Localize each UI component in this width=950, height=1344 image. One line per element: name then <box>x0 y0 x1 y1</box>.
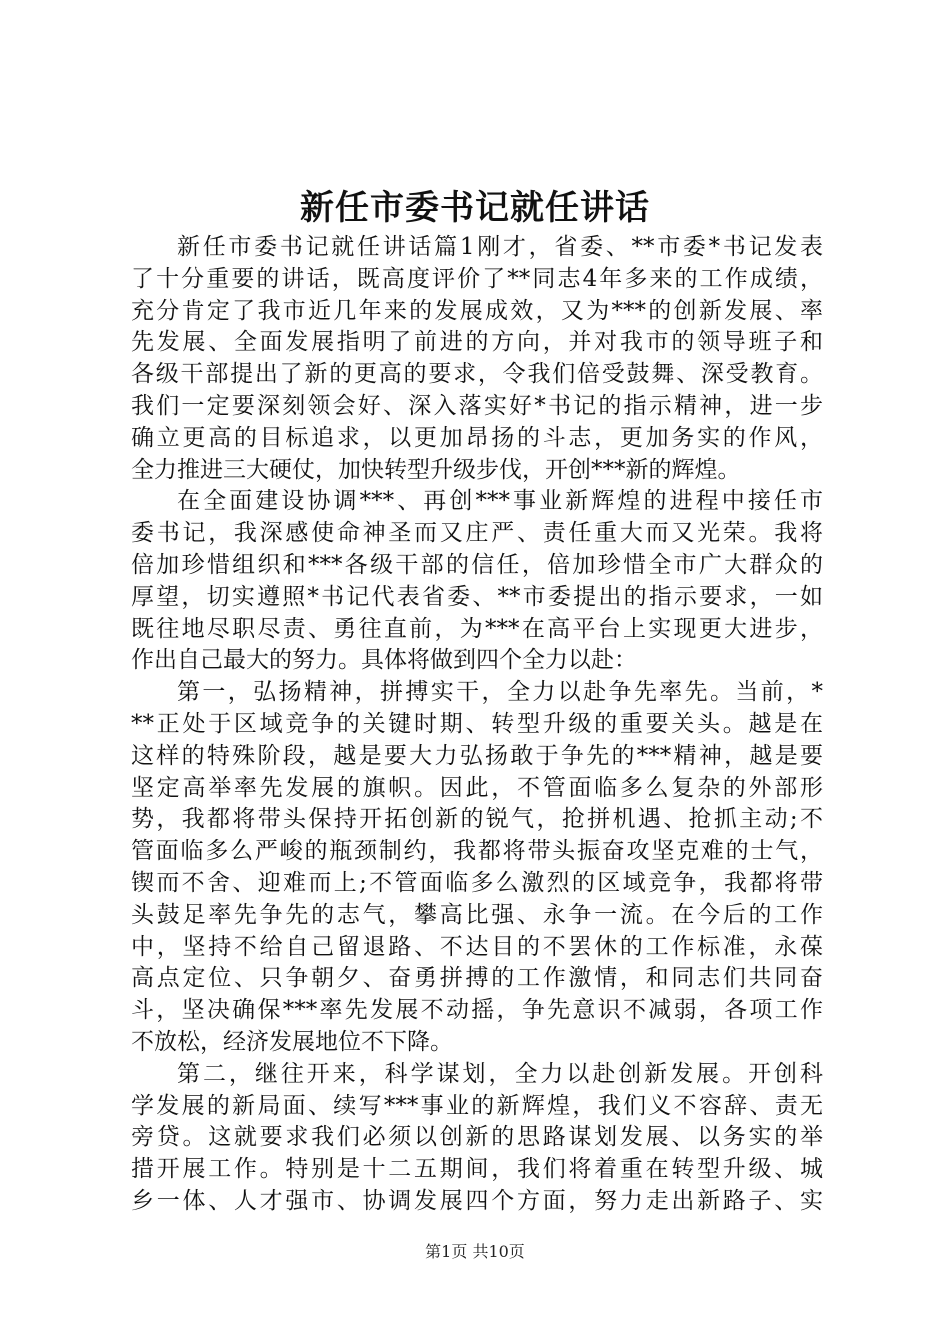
paragraph-3-line-3: 这样的特殊阶段，越是要大力弘扬敢于争先的***精神，越是要 <box>131 742 823 769</box>
paragraph-1-line-1: 新任市委书记就任讲话篇1刚才，省委、**市委*书记发表 <box>177 234 823 260</box>
paragraph-2-line-6: 作出自己最大的努力。具体将做到四个全力以赴： <box>131 647 637 674</box>
document-title: 新任市委书记就任讲话 <box>300 188 650 228</box>
paragraph-3-line-2: **正处于区域竞争的关键时期、转型升级的重要关头。越是在 <box>131 710 823 737</box>
paragraph-4-line-4: 措开展工作。特别是十二五期间，我们将着重在转型升级、城 <box>131 1156 823 1183</box>
paragraph-4-line-1: 第二，继往开来，科学谋划，全力以赴创新发展。开创科 <box>177 1060 823 1087</box>
paragraph-3-line-12: 不放松，经济发展地位不下降。 <box>131 1028 453 1055</box>
paragraph-3-line-4: 坚定高举率先发展的旗帜。因此，不管面临多么复杂的外部形 <box>131 774 823 801</box>
paragraph-1-line-8: 全力推进三大硬仗，加快转型升级步伐，开创***新的辉煌。 <box>131 456 741 483</box>
paragraph-1-line-5: 各级干部提出了新的更高的要求，令我们倍受鼓舞、深受教育。 <box>131 361 823 388</box>
paragraph-2-line-2: 委书记，我深感使命神圣而又庄严、责任重大而又光荣。我将 <box>131 520 823 547</box>
paragraph-2-line-3: 倍加珍惜组织和***各级干部的信任，倍加珍惜全市广大群众的 <box>131 551 823 578</box>
paragraph-3-line-10: 高点定位、只争朝夕、奋勇拼搏的工作激情，和同志们共同奋 <box>131 965 823 992</box>
paragraph-2-line-1: 在全面建设协调***、再创***事业新辉煌的进程中接任市 <box>177 488 823 515</box>
paragraph-3-line-5: 势，我都将带头保持开拓创新的锐气，抢拼机遇、抢抓主动;不 <box>131 806 823 833</box>
paragraph-4-line-3: 旁贷。这就要求我们必须以创新的思路谋划发展、以务实的举 <box>131 1124 823 1151</box>
paragraph-1-line-6: 我们一定要深刻领会好、深入落实好*书记的指示精神，进一步 <box>131 392 823 419</box>
paragraph-3-line-11: 斗，坚决确保***率先发展不动摇，争先意识不减弱，各项工作 <box>131 997 823 1024</box>
paragraph-2-line-5: 既往地尽职尽责、勇往直前，为***在高平台上实现更大进步， <box>131 615 823 642</box>
paragraph-4-line-2: 学发展的新局面、续写***事业的新辉煌，我们义不容辞、责无 <box>131 1092 823 1119</box>
paragraph-3-line-8: 头鼓足率先争先的志气，攀高比强、永争一流。在今后的工作 <box>131 901 823 928</box>
paragraph-4-line-5: 乡一体、人才强市、协调发展四个方面，努力走出新路子、实 <box>131 1187 823 1214</box>
paragraph-3-line-7: 锲而不舍、迎难而上;不管面临多么激烈的区域竞争，我都将带 <box>131 869 823 896</box>
paragraph-1-line-4: 先发展、全面发展指明了前进的方向，并对我市的领导班子和 <box>131 329 823 356</box>
paragraph-1-line-7: 确立更高的目标追求，以更加昂扬的斗志，更加务实的作风， <box>131 424 823 451</box>
paragraph-3-line-9: 中，坚持不给自己留退路、不达目的不罢休的工作标准，永葆 <box>131 933 823 960</box>
paragraph-2-line-4: 厚望，切实遵照*书记代表省委、**市委提出的指示要求，一如 <box>131 583 823 610</box>
paragraph-3-line-6: 管面临多么严峻的瓶颈制约，我都将带头振奋攻坚克难的士气， <box>131 838 823 865</box>
paragraph-3-line-1: 第一，弘扬精神，拼搏实干，全力以赴争先率先。当前，* <box>177 679 823 706</box>
document-body <box>131 232 823 1218</box>
paragraph-1-line-3: 充分肯定了我市近几年来的发展成效，又为***的创新发展、率 <box>131 297 823 324</box>
paragraph-1-line-2: 了十分重要的讲话，既高度评价了**同志4年多来的工作成绩， <box>131 265 823 292</box>
page-number-footer: 第1页 共10页 <box>425 1242 525 1261</box>
